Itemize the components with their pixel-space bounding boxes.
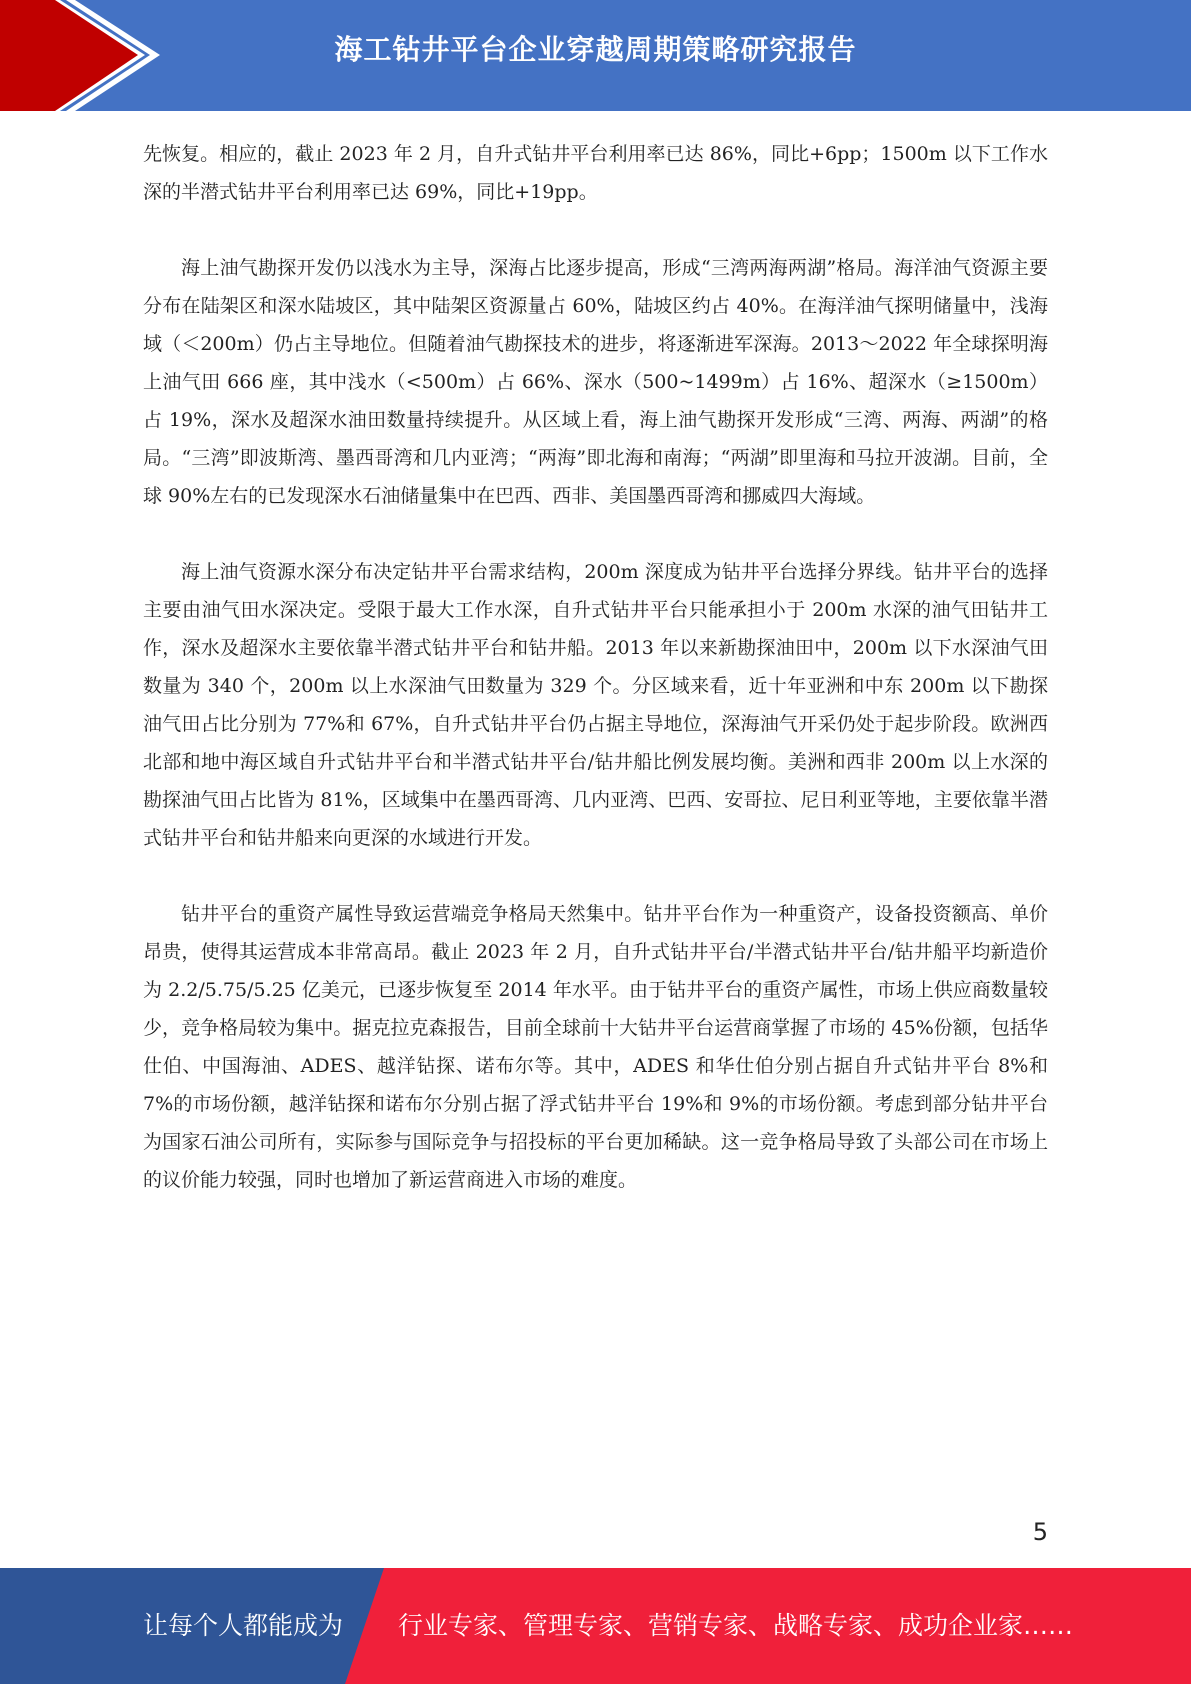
- report-title: 海工钻井平台企业穿越周期策略研究报告: [334, 33, 857, 66]
- footer-slogan-left: 让每个人都能成为: [143, 1611, 344, 1640]
- paragraph-3: 海上油气资源水深分布决定钻井平台需求结构，200m 深度成为钻井平台选择分界线。钻井平台的选择主要由油气田水深决定。受限于最大工作水深，自升式钻井平台只能承担小于 200m 水深的油气田钻井工作，深水及超深水主要依靠半潜式钻井平台和钻井船。2013 年以来新勘探油田中，200m 以下水深油气田数量为 340 个，200m 以上水深油气田数量为 329 个。分区域来看，近十年亚洲和中东 200m 以下勘探油气田占比分别为 77%和 67%，自升式钻井平台仍占据主导地位，深海油气开采仍处于起步阶段。欧洲西北部和地中海区域自升式钻井平台和半潜式钻井平台/钻井船比例发展均衡。美洲和西非 200m 以上水深的勘探油气田占比皆为 81%，区域集中在墨西哥湾、几内亚湾、巴西、安哥拉、尼日利亚等地，主要依靠半潜式钻井平台和钻井船来向更深的水域进行开发。: [143, 561, 1048, 849]
- page-header: [0, 0, 1191, 111]
- document-body: [143, 135, 1048, 1237]
- paragraph-4: 钻井平台的重资产属性导致运营端竞争格局天然集中。钻井平台作为一种重资产，设备投资额高、单价昂贵，使得其运营成本非常高昂。截止 2023 年 2 月，自升式钻井平台/半潜式钻井平台/钻井船平均新造价为 2.2/5.75/5.25 亿美元，已逐步恢复至 2014 年水平。由于钻井平台的重资产属性，市场上供应商数量较少，竞争格局较为集中。据克拉克森报告，目前全球前十大钻井平台运营商掌握了市场的 45%份额，包括华仕伯、中国海油、ADES、越洋钻探、诺布尔等。其中，ADES 和华仕伯分别占据自升式钻井平台 8%和 7%的市场份额，越洋钻探和诺布尔分别占据了浮式钻井平台 19%和 9%的市场份额。考虑到部分钻井平台为国家石油公司所有，实际参与国际竞争与招投标的平台更加稀缺。这一竞争格局导致了头部公司在市场上的议价能力较强，同时也增加了新运营商进入市场的难度。: [143, 903, 1048, 1191]
- page-footer: [0, 1568, 1191, 1684]
- footer-slogan-right: 行业专家、管理专家、营销专家、战略专家、成功企业家……: [398, 1611, 1074, 1640]
- page-number: 5: [1032, 1518, 1048, 1546]
- paragraph-2: 海上油气勘探开发仍以浅水为主导，深海占比逐步提高，形成“三湾两海两湖”格局。海洋油气资源主要分布在陆架区和深水陆坡区，其中陆架区资源量占 60%，陆坡区约占 40%。在海洋油气探明储量中，浅海域（＜200m）仍占主导地位。但随着油气勘探技术的进步，将逐渐进军深海。2013～2022 年全球探明海上油气田 666 座，其中浅水（<500m）占 66%、深水（500~1499m）占 16%、超深水（≥1500m）占 19%，深水及超深水油田数量持续提升。从区域上看，海上油气勘探开发形成“三湾、两海、两湖”的格局。“三湾”即波斯湾、墨西哥湾和几内亚湾；“两海”即北海和南海；“两湖”即里海和马拉开波湖。目前，全球 90%左右的已发现深水石油储量集中在巴西、西非、美国墨西哥湾和挪威四大海域。: [143, 257, 1048, 507]
- paragraph-1: 先恢复。相应的，截止 2023 年 2 月，自升式钻井平台利用率已达 86%，同比+6pp；1500m 以下工作水深的半潜式钻井平台利用率已达 69%，同比+19pp。: [143, 143, 1048, 203]
